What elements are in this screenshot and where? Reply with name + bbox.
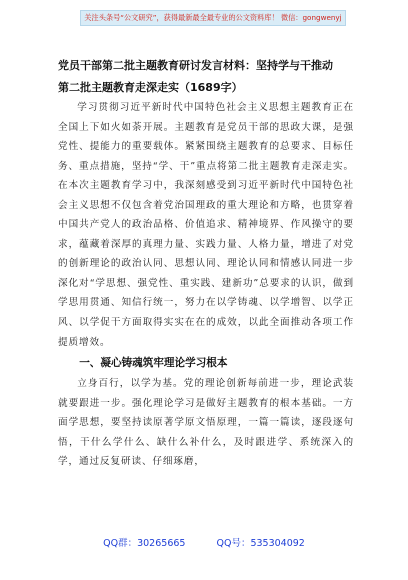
footer-contact <box>0 535 408 549</box>
header-banner[interactable]: 关注头条号“公文研究”，获得最新最全最专业的公文资料库！ 微信：gongwenyj <box>80 10 346 26</box>
intro-paragraph: 学习贯彻习近平新时代中国特色社会主义思想主题教育正在全国上下如火如荼开展。主题教育是党员干部的思政大课，是强党性、提能力的重要载体。紧紧围绕主题教育的总要求、目标任务、重点措施，坚持“学、干”重点将第二批主题教育走深走实。在本次主题教育学习中，我深刻感受到习近平新时代中国特色社会主义思想不仅包含着党治国理政的重大理论和方略，也贯穿着中国共产党人的政治品格、价值追求、精神境界、作风操守的要求，蕴藏着深厚的真理力量、实践力量、人格力量，增进了对党的创新理论的政治认同、思想认同、理论认同和情感认同进一步深化对“学思想、强党性、重实践、建新功”总要求的认识，做到学思用贯通、知信行统一，努力在以学铸魂、以学增智、以学正风、以学促干方面取得实实在在的成效，以此全面推动各项工作提质增效。 <box>58 102 354 348</box>
document-title <box>58 55 354 99</box>
title-line-1: 党员干部第二批主题教育研讨发言材料：坚持学与干推动 <box>58 59 333 72</box>
title-line-2: 第二批主题教育走深走实（1689字） <box>58 81 243 94</box>
footer-qq-group: QQ群：30265665 <box>103 538 186 549</box>
footer-qq-number: QQ号：535304092 <box>216 538 305 549</box>
document-body <box>58 98 354 472</box>
section-1-paragraph: 立身百行，以学为基。党的理论创新每前进一步，理论武装就要跟进一步。强化理论学习是做好主题教育的根本基础。一方面学思想，要坚持读原著学原文悟原理，一篇一篇读，逐段逐句悟，干什么学什么、缺什么补什么，及时跟进学、系统深入的学，通过反复研读、仔细琢磨， <box>58 378 354 468</box>
section-heading-1: 一、凝心铸魂筑牢理论学习根本 <box>79 357 228 370</box>
